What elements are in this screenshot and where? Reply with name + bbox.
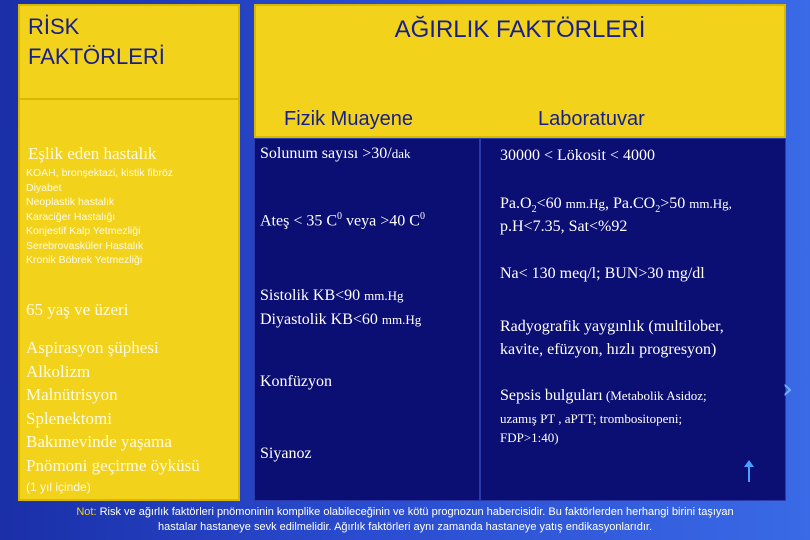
chevron-right-icon: › <box>782 372 794 405</box>
list-item: Malnütrisyon <box>26 385 118 404</box>
note-label: Not: <box>76 506 100 518</box>
list-item: Alkolizm <box>26 361 91 381</box>
risk-factors-title-box <box>18 4 240 100</box>
list-item: Karaciğer Hastalığı <box>26 210 116 223</box>
ph-saturation: p.H<7.35, Sat<%92 <box>500 218 628 235</box>
footer-line1: Risk ve ağırlık faktörleri pnömoninin komplike olabileceğinin ve kötü prognozun habercisidir. Bu faktörlerden herhangi birini taşıyan <box>99 506 734 518</box>
physical-exam-panel <box>254 138 480 501</box>
list-item: Splenektomi <box>26 408 112 428</box>
list-item: Neoplastik hastalık <box>26 196 115 208</box>
cyanosis: Siyanoz <box>260 445 312 462</box>
list-item: Aspirasyon şüphesi <box>26 338 159 357</box>
leukocyte-range: 30000 < Lökosit < 4000 <box>500 147 655 164</box>
list-item: Pnömoni geçirme öyküsü <box>26 455 200 475</box>
laboratory-heading: Laboratuvar <box>538 108 645 130</box>
footer-line2: hastalar hastaneye sevk edilmelidir. Ağırlık faktörleri aynı zamanda hastaneye yatış endikasyonlarıdır. <box>157 521 653 533</box>
diastolic-bp: Diyastolik KB<60 mm.Hg <box>260 311 422 328</box>
list-item: Serebrovasküler Hastalık <box>26 239 144 252</box>
up-arrow-icon[interactable] <box>742 460 756 482</box>
other-risk-list <box>26 336 200 477</box>
severity-factors-title: AĞIRLIK FAKTÖRLERİ <box>394 16 646 43</box>
risk-title-line1: RİSK <box>28 14 80 39</box>
severity-factors-title-box <box>254 4 786 138</box>
systolic-bp: Sistolik KB<90 mm.Hg <box>260 287 404 304</box>
age-risk: 65 yaş ve üzeri <box>26 300 129 319</box>
sepsis-details: uzamış PT , aPTT; trombositopeni; FDP>1:40) <box>500 411 683 445</box>
comorbidity-list <box>26 166 173 268</box>
radiographic-findings: Radyografik yaygınlık (multilober, kavite, efüzyon, hızlı progresyon) <box>500 318 724 358</box>
risk-factors-column <box>18 100 240 501</box>
list-item: Bakımevinde yaşama <box>26 432 172 451</box>
physical-exam-heading: Fizik Muayene <box>284 108 413 130</box>
comorbidity-heading: Eşlik eden hastalık <box>28 144 157 163</box>
fever-criteria: Ateş < 35 $C^0$ veya >40 $C^0$ <box>260 211 425 230</box>
list-item: KOAH, bronşektazi, kistik fibröz <box>26 167 174 179</box>
risk-title-line2: FAKTÖRLERİ <box>28 44 165 69</box>
blood-gas-line: $Pa.O_2<60$ mm.Hg, $Pa.CO_2>50$ mm.Hg, <box>500 195 732 216</box>
sodium-bun: Na< 130 meq/l; BUN>30 mg/dl <box>500 265 705 282</box>
footer-note <box>0 505 810 535</box>
laboratory-panel <box>480 138 786 501</box>
sepsis-findings: Sepsis bulguları (Metabolik Asidoz; <box>500 387 707 404</box>
confusion: Konfüzyon <box>260 373 332 390</box>
respiratory-rate: Solunum sayısı >30/dak <box>260 145 411 162</box>
list-item: Diyabet <box>26 181 62 194</box>
pneumonia-history-note: (1 yıl içinde) <box>26 480 91 494</box>
list-item: Kronik Böbrek Yetmezliği <box>26 254 143 266</box>
list-item: Konjestif Kalp Yetmezliği <box>26 225 141 237</box>
